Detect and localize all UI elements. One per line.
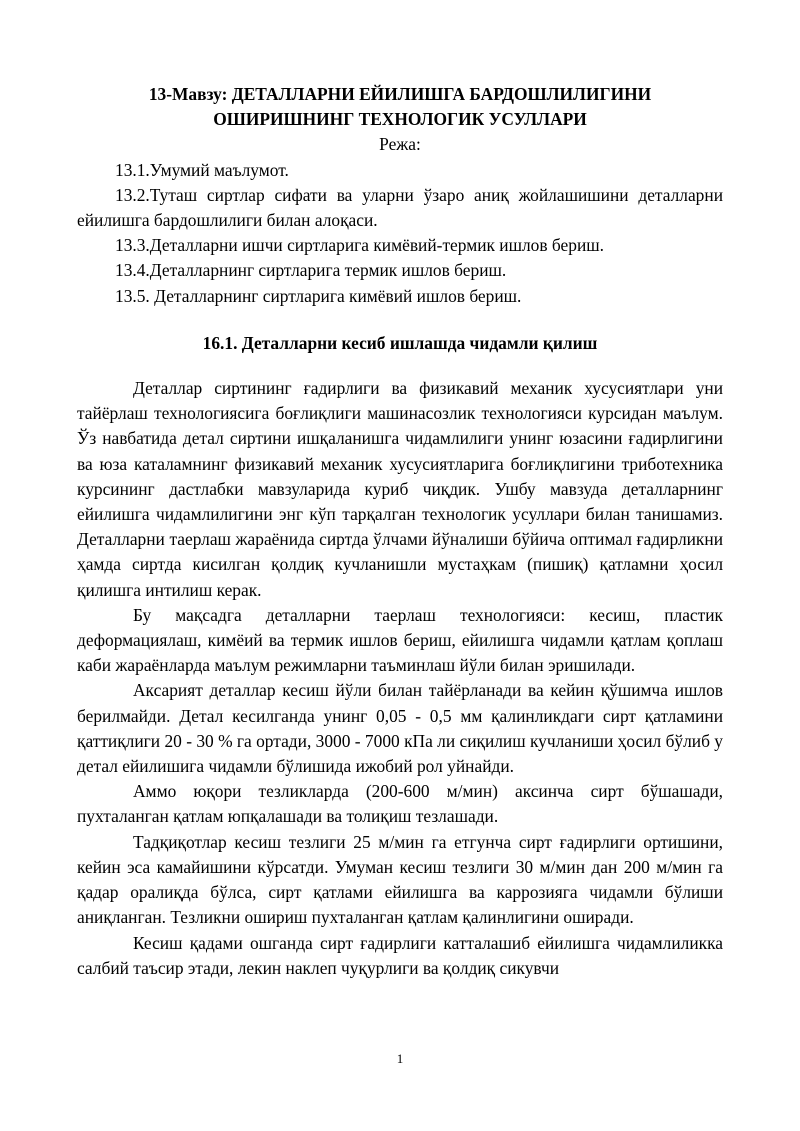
body-paragraph: Аммо юқори тезликларда (200-600 м/мин) аксинча сирт бўшашади, пухталанган қатлам юпқалашади ва толиқиш тезлашади.	[77, 781, 723, 827]
body-paragraph: Кесиш қадами ошганда сирт ғадирлиги катталашиб ейилишга чидамлиликка салбий таъсир этади, лекин наклеп чуқурлиги ва қолдиқ сикувчи	[77, 932, 723, 978]
plan-item: 13.4.Деталларнинг сиртларига термик ишлов бериш.	[115, 260, 507, 281]
document-page	[77, 82, 723, 981]
document-title-line-2: ОШИРИШНИНГ ТЕХНОЛОГИК УСУЛЛАРИ	[213, 109, 587, 130]
plan-item: 13.1.Умумий маълумот.	[115, 159, 289, 180]
section-spacer	[77, 356, 723, 376]
page-number: 1	[396, 1051, 404, 1066]
body-paragraph: Аксарият деталлар кесиш йўли билан тайёрланади ва кейин қўшимча ишлов берилмайди. Детал кесилганда унинг 0,05 - 0,5 мм қалинликдаги сирт қатламини қаттиқлиги 20 - 30 % га ортади, 3000 - 7000 кПа ли сиқилиш кучланиши ҳосил бўлиб у детал ейилишига чидамли бўлишида ижобий рол уйнайди.	[77, 680, 723, 777]
plan-item: 13.2.Туташ сиртлар сифати ва уларни ўзаро аниқ жойлашишини деталларни ейилишга бардошлилиги билан алоқаси.	[77, 184, 723, 231]
plan-heading: Режа:	[379, 134, 421, 155]
plan-item: 13.3.Деталларни ишчи сиртларига кимёвий-термик ишлов бериш.	[115, 235, 605, 256]
body-paragraph: Деталлар сиртининг ғадирлиги ва физикавий механик хусусиятлари уни тайёрлаш технологиясига боғлиқлиги машинасозлик технологияси курсидан маълум. Ўз навбатида детал сиртини ишқаланишга чидамлилиги унинг юзасини ғадирлигини ва юза каталамнинг физикавий механик хусусиятларига боғлиқлигини триботехника курсининг дастлабки мавзуларида куриб чиқдик. Ушбу мавзуда деталларнинг ейилишга чидамлилигини энг кўп тарқалган технологик усуллари билан танишамиз. Деталларни таерлаш жараёнида сиртда ўлчами йўналиши бўйича оптимал ғадирликни ҳамда сиртда кисилган қолдиқ кучланишли мустаҳкам (пишиқ) қатламни ҳосил қилишга интилиш керак.	[77, 378, 723, 600]
section-heading: 16.1. Деталларни кесиб ишлашда чидамли қилиш	[202, 332, 598, 353]
document-title-line-1: 13-Мавзу: ДЕТАЛЛАРНИ ЕЙИЛИШГА БАРДОШЛИЛИГИНИ	[148, 84, 652, 104]
body-text	[77, 376, 723, 981]
plan-list	[77, 158, 723, 309]
body-paragraph: Тадқиқотлар кесиш тезлиги 25 м/мин га етгунча сирт ғадирлиги ортишини, кейин эса камайишини кўрсатди. Умуман кесиш тезлиги 30 м/мин дан 200 м/мин га қадар оралиқда бўлса, сирт қатлами ейилишга ва каррозияга чидамли бўлиши аниқланган. Тезликни ошириш пухталанган қатлам қалинлигини оширади.	[77, 831, 723, 928]
plan-item: 13.5. Деталларнинг сиртларига кимёвий ишлов бериш.	[115, 285, 522, 306]
body-paragraph: Бу мақсадга деталларни таерлаш технологияси: кесиш, пластик деформациялаш, кимёий ва термик ишлов бериш, ейилишга чидамли қатлам қоплаш каби жараёнларда маълум режимларни таъминлаш йўли билан эришилади.	[77, 604, 723, 676]
